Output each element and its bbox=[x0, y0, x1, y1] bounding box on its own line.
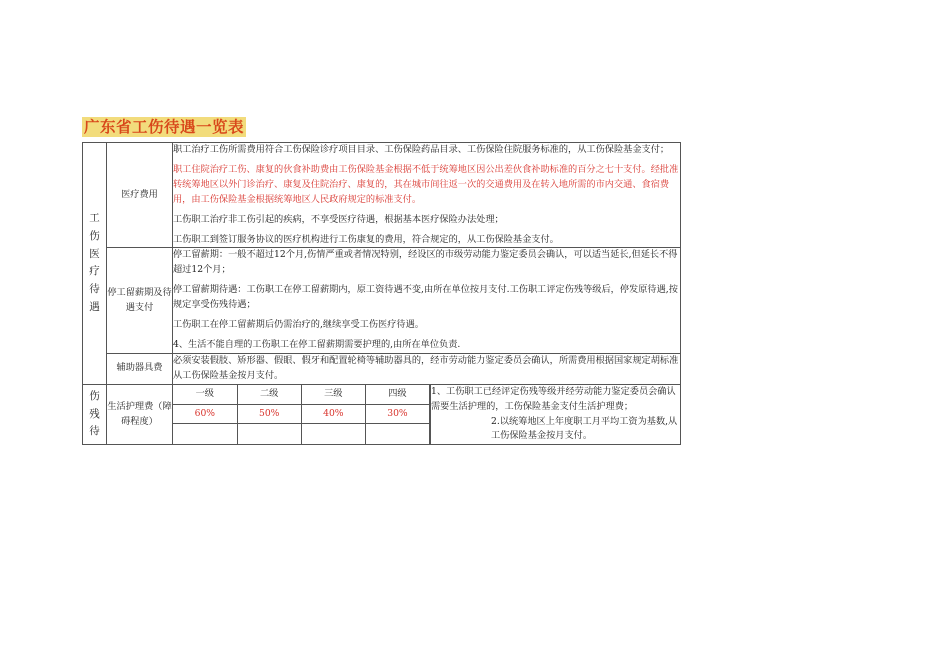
levels-percent-row bbox=[173, 405, 430, 424]
suspension-paragraph: 停工留薪期：一般不超过12个月,伤情严重或者情况特别，经设区的市级劳动能力鉴定委员会确认，可以适当延长,但延长不得超过12个月； bbox=[173, 249, 678, 276]
medical-fees-paragraph: 职工治疗工伤所需费用符合工伤保险诊疗项目目录、工伤保险药品目录、工伤保险住院服务标准的，从工伤保险基金支付； bbox=[173, 144, 670, 155]
suspension-paragraph: 4、生活不能自理的工伤职工在停工留薪期需要护理的,由所在单位负责. bbox=[173, 338, 461, 350]
row-aids bbox=[83, 353, 681, 384]
level-header: 四级 bbox=[365, 385, 429, 405]
aids-paragraph: 必须安装假肢、矫形器、假眼、假牙和配置轮椅等辅助器具的，经市劳动能力鉴定委员会确认，所需费用根据国家规定胡标准从工伤保险基金按月支付。 bbox=[173, 354, 679, 381]
nursing-note bbox=[431, 384, 681, 445]
levels-header-row bbox=[173, 385, 430, 405]
medical-fees-content bbox=[173, 143, 681, 248]
page-title: 广东省工伤待遇一览表 bbox=[84, 118, 245, 136]
section-char: 伤 bbox=[89, 229, 100, 242]
level-percent: 60% bbox=[173, 405, 237, 424]
aids-label: 辅助器具费 bbox=[107, 353, 173, 384]
section-char: 伤 bbox=[89, 389, 100, 402]
section-char: 医 bbox=[89, 247, 100, 260]
level-header: 三级 bbox=[301, 385, 365, 405]
level-percent: 50% bbox=[237, 405, 301, 424]
level-percent: 30% bbox=[365, 405, 429, 424]
nursing-label: 生活护理费（障碍程度） bbox=[107, 384, 173, 445]
section-char: 待 bbox=[89, 425, 100, 438]
row-nursing bbox=[83, 384, 681, 445]
section-char: 疗 bbox=[89, 265, 100, 278]
level-percent: 40% bbox=[301, 405, 365, 424]
section-char: 工 bbox=[89, 211, 100, 224]
nursing-levels-cell bbox=[173, 384, 431, 445]
nursing-note-1: 1、工伤职工已经评定伤残等级并经劳动能力鉴定委员会确认需要生活护理的，工伤保险基金支付生活护理费； bbox=[431, 385, 676, 412]
aids-content bbox=[173, 353, 681, 384]
benefits-table bbox=[82, 142, 681, 445]
suspension-label: 停工留薪期及待遇支付 bbox=[107, 248, 173, 353]
section-char: 遇 bbox=[89, 301, 100, 314]
section-disability-label bbox=[83, 384, 107, 445]
nursing-levels-table bbox=[173, 385, 430, 444]
level-header: 一级 bbox=[173, 385, 237, 405]
suspension-paragraph: 工伤职工在停工留薪期后仍需治疗的,继续享受工伤医疗待遇。 bbox=[173, 319, 424, 331]
level-header: 二级 bbox=[237, 385, 301, 405]
suspension-content bbox=[173, 248, 681, 353]
levels-empty-row bbox=[173, 424, 430, 445]
medical-fees-paragraph-highlight: 职工住院治疗工伤、康复的伙食补助费由工伤保险基金根据不低于统筹地区因公出差伙食补助标准的百分之七十支付。经批准转统筹地区以外门诊治疗、康复及住院治疗、康复的，其在城市间往返一次的交通费用及在转入地所需的市内交通、食宿费用，由工伤保险基金根据统筹地区人民政府规定的标准支付。 bbox=[173, 163, 679, 205]
section-char: 残 bbox=[89, 407, 100, 420]
medical-fees-paragraph: 工伤职工到签订服务协议的医疗机构进行工伤康复的费用，符合规定的，从工伤保险基金支付。 bbox=[173, 233, 559, 245]
section-char: 待 bbox=[89, 283, 100, 296]
medical-fees-label: 医疗费用 bbox=[107, 143, 173, 248]
medical-fees-paragraph: 工伤职工治疗非工伤引起的疾病，不享受医疗待遇，根据基本医疗保险办法处理； bbox=[173, 213, 504, 225]
suspension-paragraph: 停工留薪期待遇：工伤职工在停工留薪期内，原工资待遇不变,由所在单位按月支付.工伤职工评定伤残等级后，停发原待遇,按规定享受伤残待遇； bbox=[173, 284, 678, 311]
section-medical-label bbox=[83, 143, 107, 385]
row-suspension bbox=[83, 248, 681, 353]
row-medical-fees bbox=[83, 143, 681, 248]
nursing-note-2: 2.以统筹地区上年度职工月平均工资为基数,从工伤保险基金按月支付。 bbox=[491, 415, 678, 442]
